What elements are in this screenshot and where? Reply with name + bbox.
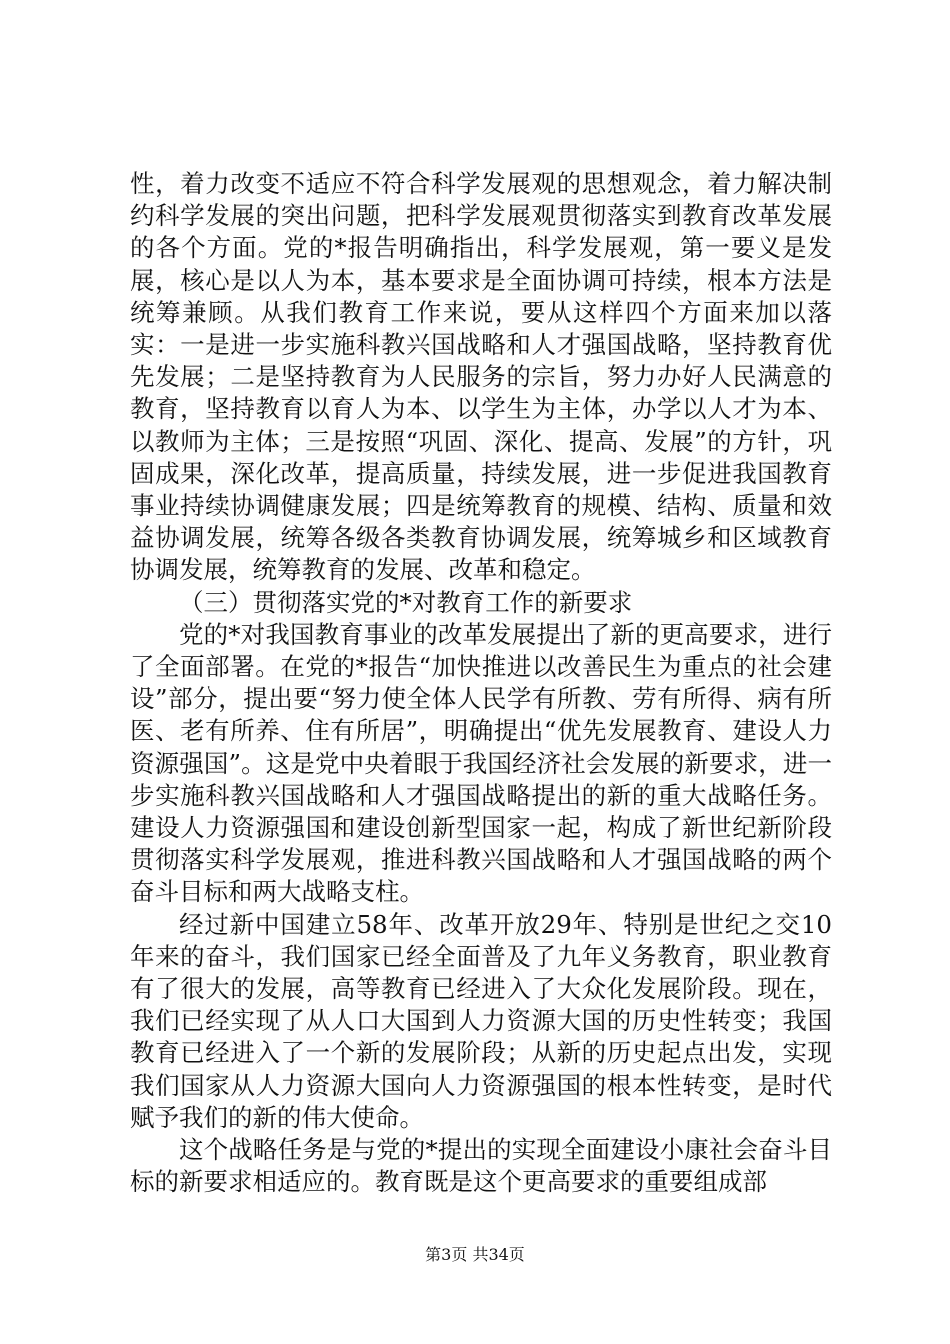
- paragraph-continuation: 性，着力改变不适应不符合科学发展观的思想观念，着力解决制约科学发展的突出问题，把科学发展观贯彻落实到教育改革发展的各个方面。党的*报告明确指出，科学发展观，第一要义是发展，核心是以人为本，基本要求是全面协调可持续，根本方法是统筹兼顾。从我们教育工作来说，要从这样四个方面来加以落实：一是进一步实施科教兴国战略和人才强国战略，坚持教育优先发展；二是坚持教育为人民服务的宗旨，努力办好人民满意的教育，坚持教育以育人为本、以学生为主体，办学以人才为本、以教师为主体；三是按照“巩固、深化、提高、发展”的方针，巩固成果，深化改革，提高质量，持续发展，进一步促进我国教育事业持续协调健康发展；四是统筹教育的规模、结构、质量和效益协调发展，统筹各级各类教育协调发展，统筹城乡和区域教育协调发展，统筹教育的发展、改革和稳定。: [130, 169, 832, 585]
- document-body: [130, 168, 832, 1199]
- paragraph: 这个战略任务是与党的*提出的实现全面建设小康社会奋斗目标的新要求相适应的。教育既是这个更高要求的重要组成部: [130, 1135, 832, 1197]
- section-heading: （三）贯彻落实党的*对教育工作的新要求: [179, 587, 633, 617]
- paragraph: 党的*对我国教育事业的改革发展提出了新的更高要求，进行了全面部署。在党的*报告“加快推进以改善民生为重点的社会建设”部分，提出要“努力使全体人民学有所教、劳有所得、病有所医、老有所养、住有所居”，明确提出“优先发展教育、建设人力资源强国”。这是党中央着眼于我国经济社会发展的新要求，进一步实施科教兴国战略和人才强国战略提出的新的重大战略任务。建设人力资源强国和建设创新型国家一起，构成了新世纪新阶段贯彻落实科学发展观，推进科教兴国战略和人才强国战略的两个奋斗目标和两大战略支柱。: [130, 619, 832, 907]
- paragraph: 经过新中国建立58年、改革开放29年、特别是世纪之交10年来的奋斗，我们国家已经全面普及了九年义务教育，职业教育有了很大的发展，高等教育已经进入了大众化发展阶段。现在，我们已经实现了从人口大国到人力资源大国的历史性转变；我国教育已经进入了一个新的发展阶段；从新的历史起点出发，实现我们国家从人力资源大国向人力资源强国的根本性转变，是时代赋予我们的新的伟大使命。: [130, 909, 832, 1132]
- page-number-footer: 第3页 共34页: [425, 1245, 525, 1264]
